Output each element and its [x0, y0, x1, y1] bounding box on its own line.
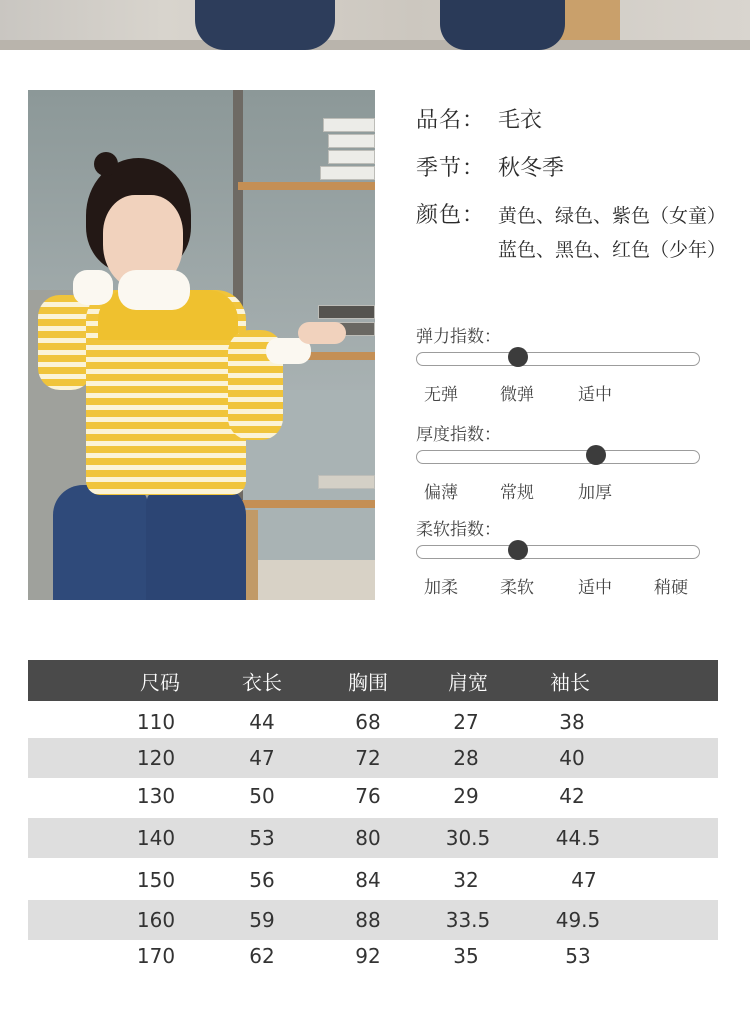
season-label: 季节：	[416, 156, 486, 181]
color-label: 颜色：	[416, 203, 486, 228]
table-row: 120 47 72 28 40	[28, 738, 718, 778]
softness-level-4: 稍硬	[654, 578, 688, 598]
color-row	[416, 198, 726, 229]
header-shoulder: 肩宽	[448, 670, 488, 694]
table-row: 130 50 76 29 42	[136, 784, 585, 808]
thickness-level-2: 常规	[500, 483, 534, 503]
softness-title: 柔软指数：	[416, 520, 501, 540]
elasticity-knob	[508, 347, 528, 367]
product-photo	[28, 90, 375, 600]
thickness-knob	[586, 445, 606, 465]
softness-level-1: 加柔	[424, 578, 458, 598]
table-row: 160 59 88 33.5 49.5	[28, 900, 718, 940]
thickness-title: 厚度指数：	[416, 425, 501, 445]
elasticity-level-2: 微弹	[500, 385, 534, 405]
color-value-line2: 蓝色、黑色、红色（少年）	[498, 239, 727, 261]
softness-track	[416, 545, 700, 559]
thickness-level-1: 偏薄	[424, 483, 458, 503]
table-row: 140 53 80 30.5 44.5	[28, 818, 718, 858]
top-photo-strip	[0, 0, 750, 50]
softness-knob	[508, 540, 528, 560]
header-size: 尺码	[140, 670, 180, 694]
header-chest: 胸围	[348, 670, 388, 694]
elasticity-track	[416, 352, 700, 366]
softness-level-2: 柔软	[500, 578, 534, 598]
elasticity-level-3: 适中	[578, 385, 612, 405]
thickness-track	[416, 450, 700, 464]
name-row	[416, 103, 542, 134]
header-sleeve: 袖长	[550, 670, 590, 694]
thickness-level-3: 加厚	[578, 483, 612, 503]
header-length: 衣长	[242, 670, 282, 694]
table-row: 110 44 68 27 38	[136, 710, 585, 734]
softness-level-3: 适中	[578, 578, 612, 598]
name-value: 毛衣	[498, 108, 543, 133]
name-label: 品名：	[416, 108, 486, 133]
elasticity-level-1: 无弹	[424, 385, 458, 405]
table-row: 150 56 84 32 47	[136, 868, 597, 892]
color-value-line1: 黄色、绿色、紫色（女童）	[498, 205, 727, 227]
elasticity-title: 弹力指数：	[416, 327, 501, 347]
season-row	[416, 151, 564, 182]
table-row: 170 62 92 35 53	[136, 944, 591, 968]
season-value: 秋冬季	[498, 156, 565, 181]
table-header	[28, 660, 718, 701]
